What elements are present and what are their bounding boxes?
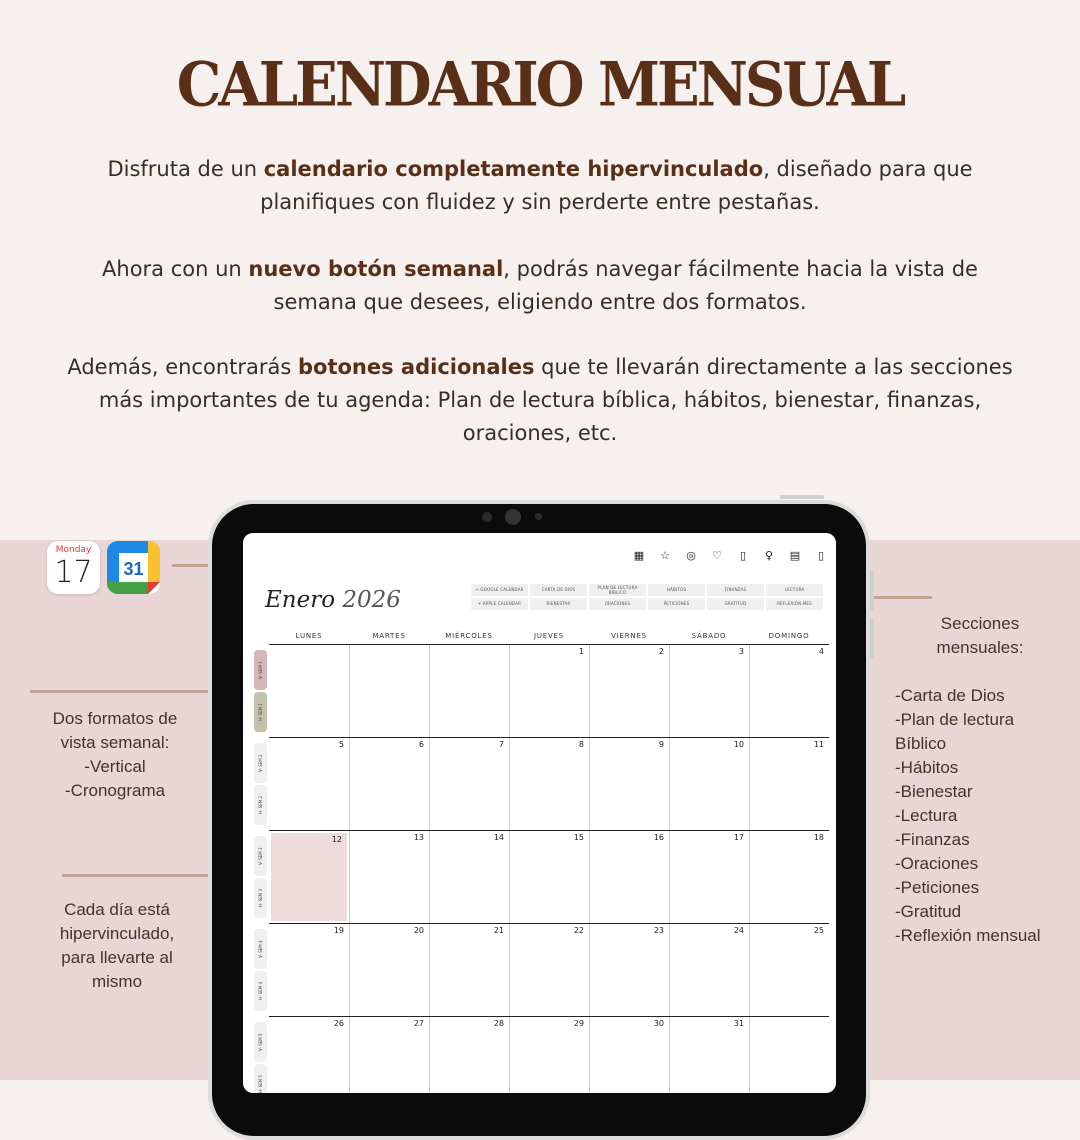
day-cell[interactable]: 5 — [338, 740, 344, 749]
intro-paragraph-1: Disfruta de un calendario completamente hipervinculado, diseñado para que planifiques con fluidez y sin perderte entre pestañas. — [107, 157, 973, 214]
tab-plan-lectura[interactable]: PLAN DE LECTURA BÍBLICO — [589, 584, 646, 596]
side-tab-h-sem-1[interactable]: H- SEM 1 — [254, 692, 267, 732]
day-cell[interactable]: 1 — [509, 645, 589, 737]
weekday-label: MARTES — [372, 632, 406, 640]
planner-toolbar — [632, 549, 828, 562]
day-cell[interactable]: 25 — [749, 924, 829, 1016]
target-icon[interactable]: ◎ — [686, 549, 696, 562]
section-tabs — [471, 584, 823, 610]
week-row — [269, 737, 829, 830]
month-grid — [269, 644, 829, 1093]
side-tab-v-sem-2[interactable]: V- SEM 2 — [254, 743, 267, 783]
weekday-header — [269, 632, 829, 640]
day-cell[interactable]: 26 — [333, 1019, 344, 1028]
side-tab-v-sem-4[interactable]: V- SEM 4 — [254, 929, 267, 969]
weekday-label: SÁBADO — [691, 632, 727, 640]
day-cell[interactable]: 14 — [429, 831, 509, 923]
gcal-icon-number: 31 — [123, 559, 144, 579]
tab-reflexion[interactable]: REFLEXIÓN MES — [766, 598, 823, 610]
day-cell[interactable]: 21 — [429, 924, 509, 1016]
day-cell[interactable]: 3 — [669, 645, 749, 737]
tab-google-calendar[interactable]: + GOOGLE CALENDAR — [471, 584, 528, 596]
side-tab-v-sem-1[interactable]: V- SEM 1 — [254, 650, 267, 690]
side-tab-h-sem-2[interactable]: H- SEM 2 — [254, 785, 267, 825]
tab-carta-de-dios[interactable]: CARTA DE DIOS — [530, 584, 587, 596]
weekday-label: DOMINGO — [768, 632, 810, 640]
day-cell[interactable]: 6 — [349, 738, 429, 830]
google-calendar-icon[interactable] — [107, 541, 160, 594]
day-cell[interactable]: 16 — [589, 831, 669, 923]
week-row — [269, 923, 829, 1016]
day-cell[interactable]: 31 — [669, 1017, 749, 1093]
day-cell[interactable]: 11 — [749, 738, 829, 830]
side-tab-h-sem-4[interactable]: H- SEM 4 — [254, 971, 267, 1011]
day-cell[interactable]: 2 — [589, 645, 669, 737]
day-cell[interactable]: 22 — [509, 924, 589, 1016]
tab-habitos[interactable]: HÁBITOS — [648, 584, 705, 596]
day-cell-highlighted[interactable]: 12 — [271, 833, 347, 921]
calendar-icon[interactable]: ▦ — [633, 549, 645, 562]
day-cell[interactable] — [749, 1017, 829, 1093]
day-cell[interactable]: 7 — [429, 738, 509, 830]
note-sections-title: Secciones mensuales: — [936, 614, 1024, 657]
day-cell[interactable]: 10 — [669, 738, 749, 830]
side-tab-v-sem-3[interactable]: V- SEM 3 — [254, 836, 267, 876]
day-cell[interactable]: 9 — [589, 738, 669, 830]
day-cell[interactable]: 4 — [749, 645, 829, 737]
day-cell[interactable]: 8 — [509, 738, 589, 830]
day-cell[interactable]: 13 — [349, 831, 429, 923]
tab-oraciones[interactable]: ORACIONES — [589, 598, 646, 610]
page-title: CALENDARIO MENSUAL — [176, 49, 904, 121]
calendar-icon-day: Monday — [55, 545, 92, 555]
weekday-label: MIÉRCOLES — [445, 632, 493, 640]
tab-peticiones[interactable]: PETICIONES — [648, 598, 705, 610]
star-icon[interactable]: ☆ — [660, 549, 670, 562]
day-cell[interactable]: 19 — [333, 926, 344, 935]
day-cell[interactable]: 23 — [589, 924, 669, 1016]
side-tab-v-sem-5[interactable]: V- SEM 5 — [254, 1022, 267, 1062]
week-row — [269, 1016, 829, 1093]
day-cell[interactable]: 30 — [589, 1017, 669, 1093]
week-row — [269, 830, 829, 923]
day-cell[interactable]: 29 — [509, 1017, 589, 1093]
weekday-label: LUNES — [295, 632, 323, 640]
tab-gratitud[interactable]: GRATITUD — [707, 598, 764, 610]
tablet-sensor — [482, 512, 492, 522]
apple-calendar-icon[interactable] — [47, 541, 100, 594]
day-cell[interactable]: 18 — [749, 831, 829, 923]
day-cell[interactable] — [429, 645, 509, 737]
day-cell[interactable]: 20 — [349, 924, 429, 1016]
trash-icon[interactable]: ▯ — [817, 549, 825, 562]
calendar-icon-number: 17 — [54, 555, 93, 590]
tab-lectura[interactable]: LECTURA — [766, 584, 823, 596]
weekday-label: VIERNES — [611, 632, 647, 640]
side-tab-h-sem-3[interactable]: H- SEM 3 — [254, 878, 267, 918]
note-day-link: Cada día está hipervinculado, para llevarte al mismo — [59, 900, 175, 991]
day-cell[interactable]: 28 — [429, 1017, 509, 1093]
day-cell[interactable]: 17 — [669, 831, 749, 923]
day-cell[interactable]: 27 — [349, 1017, 429, 1093]
day-cell[interactable]: 24 — [669, 924, 749, 1016]
bulb-icon[interactable]: ♀ — [764, 549, 774, 562]
side-tab-h-sem-5[interactable]: H- SEM 5 — [254, 1064, 267, 1093]
tablet-volume-up — [870, 570, 874, 610]
intro-paragraph-2: Ahora con un nuevo botón semanal, podrás navegar fácilmente hacia la vista de semana que desees, eligiendo entre dos formatos. — [102, 257, 978, 314]
planner-screen — [243, 533, 836, 1093]
heart-icon[interactable]: ♡ — [712, 549, 722, 562]
tablet-top-button — [780, 495, 824, 499]
tab-finanzas[interactable]: FINANZAS — [707, 584, 764, 596]
day-cell[interactable] — [269, 645, 349, 737]
week-row — [269, 644, 829, 737]
wallet-icon[interactable]: ▤ — [789, 549, 801, 562]
note-sections-list: -Carta de Dios -Plan de lectura Bíblico -Hábitos -Bienestar -Lectura -Finanzas -Oraciones -Peticiones -Gratitud -Reflexión mensual — [895, 686, 1041, 945]
day-cell[interactable] — [349, 645, 429, 737]
month-title: Enero 2026 — [265, 587, 401, 613]
google-calendar-logo — [107, 541, 160, 594]
weekday-label: JUEVES — [533, 632, 565, 640]
tab-bienestar[interactable]: BIENESTAR — [530, 598, 587, 610]
tablet-volume-down — [870, 618, 874, 658]
tab-apple-calendar[interactable]: + APPLE CALENDAR — [471, 598, 528, 610]
tablet-light-sensor — [535, 513, 542, 520]
note-weekly-formats: Dos formatos de vista semanal: -Vertical -Cronograma — [52, 709, 178, 800]
book-icon[interactable]: ▯ — [739, 549, 747, 562]
intro-paragraph-3: Además, encontrarás botones adicionales que te llevarán directamente a las secciones más importantes de tu agenda: Plan de lectura bíblica, hábitos, bienestar, finanzas, oraciones, etc. — [67, 355, 1013, 445]
day-cell[interactable]: 15 — [509, 831, 589, 923]
tablet-camera — [505, 509, 521, 525]
